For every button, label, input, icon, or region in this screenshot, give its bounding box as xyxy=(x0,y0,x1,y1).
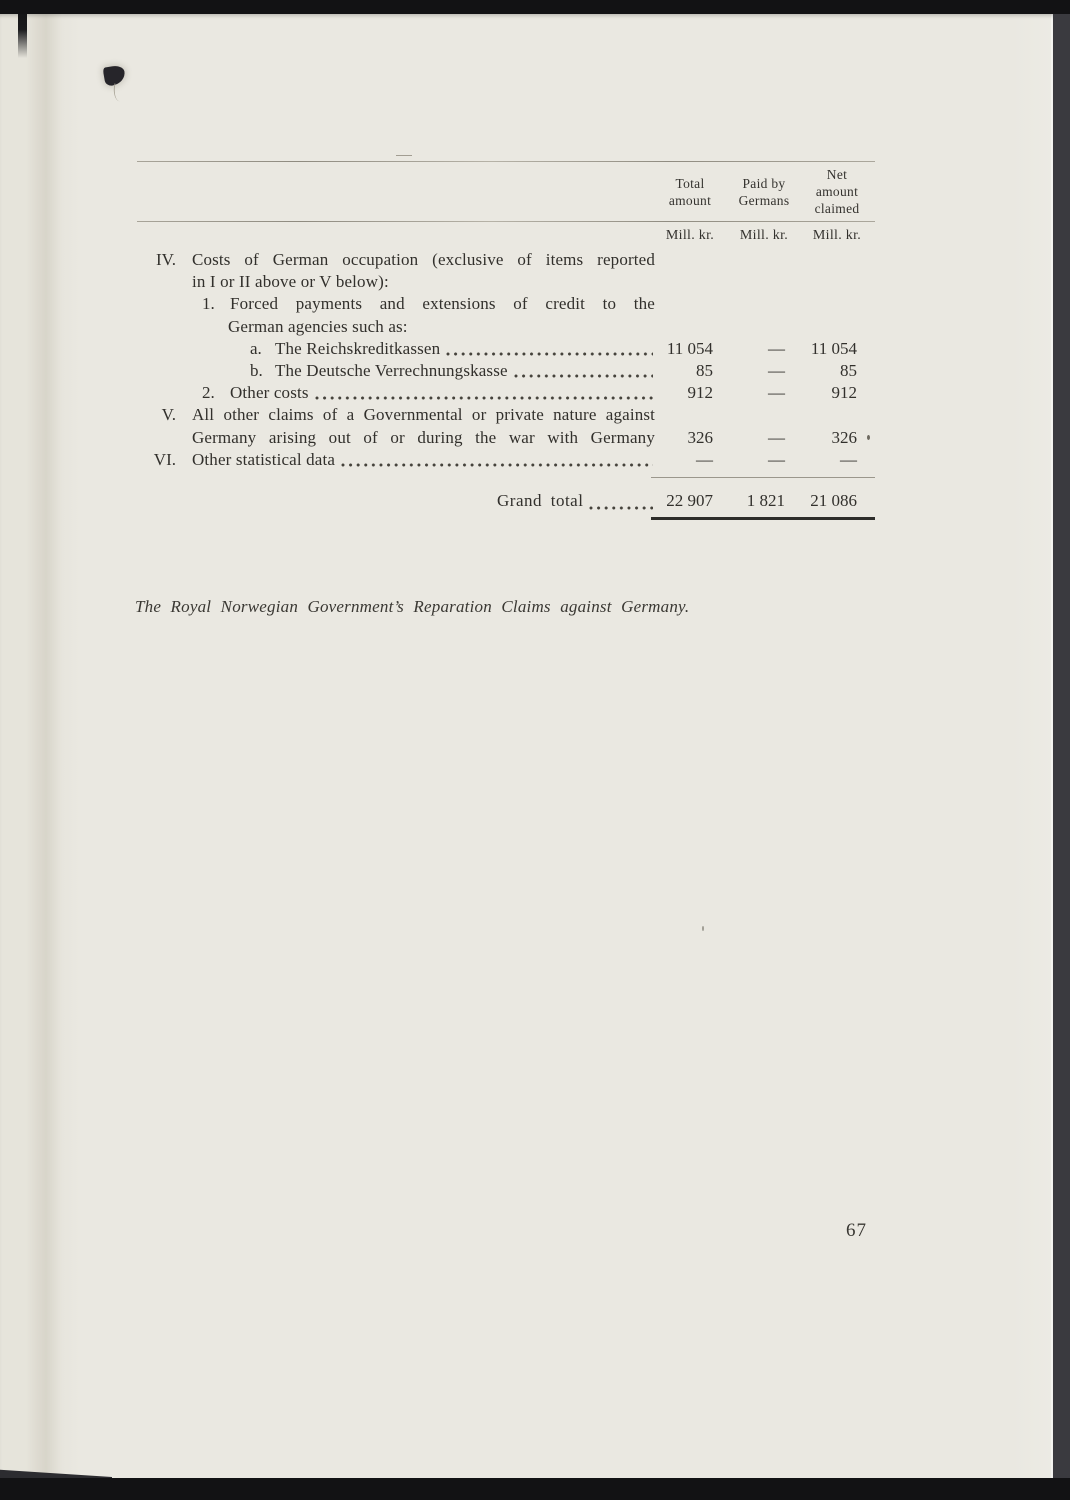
table-body xyxy=(137,249,875,471)
value-cell: — xyxy=(840,449,857,469)
row-numeral: 2. xyxy=(202,383,215,403)
table-header-row xyxy=(137,162,875,221)
row-numeral: 1. xyxy=(202,294,215,314)
row-text: Forced payments and extensions of credit to the xyxy=(230,294,655,314)
unit-label: Mill. kr. xyxy=(812,227,862,243)
row-text: Germany arising out of or during the war with Germany xyxy=(192,427,655,447)
table-row xyxy=(137,338,875,360)
row-text: German agencies such as: xyxy=(228,316,408,336)
row-numeral: V. xyxy=(161,405,176,425)
dot-leader xyxy=(446,351,653,357)
grand-total-bottom-rule xyxy=(651,517,875,520)
row-numeral: IV. xyxy=(156,250,176,269)
table-row xyxy=(137,316,875,338)
dot-leader xyxy=(341,462,653,468)
value-cell: 912 xyxy=(687,383,713,403)
table-row xyxy=(137,249,875,271)
row-numeral: a. xyxy=(250,338,262,358)
header-line: amount xyxy=(815,184,859,199)
ink-blot-tail xyxy=(112,83,124,101)
table-caption: The Royal Norwegian Government’s Reparation Claims against Germany. xyxy=(135,597,690,616)
row-numeral: b. xyxy=(250,361,263,381)
row-text: Other costs xyxy=(230,383,309,403)
row-text: Costs of German occupation (exclusive of items reported xyxy=(192,250,655,269)
scanner-background-bottom xyxy=(0,1478,1070,1500)
table-row xyxy=(137,449,875,471)
grand-total-label: Grand total xyxy=(497,491,584,511)
value-cell: 11 054 xyxy=(810,338,857,358)
page-paper xyxy=(0,14,1053,1480)
column-header-total-amount xyxy=(659,175,721,209)
paper-speck xyxy=(702,926,704,931)
scanner-background-top xyxy=(0,0,1070,14)
dot-leader xyxy=(589,505,653,511)
header-line: claimed xyxy=(814,201,860,216)
grand-total-value: 22 907 xyxy=(666,491,713,511)
value-cell: 85 xyxy=(696,361,713,381)
row-text: The Reichskreditkassen xyxy=(275,338,441,358)
page-number: 67 xyxy=(846,1220,867,1241)
header-line: Net xyxy=(826,167,848,182)
value-cell: — xyxy=(768,361,785,381)
row-text: All other claims of a Governmental or private nature against xyxy=(192,405,655,425)
units-row xyxy=(137,222,875,249)
value-cell: — xyxy=(696,449,713,469)
row-numeral: VI. xyxy=(153,449,176,469)
row-text: Other statistical data xyxy=(192,449,336,469)
table-row xyxy=(137,360,875,382)
value-cell: — xyxy=(768,383,785,403)
header-line: Paid by xyxy=(742,175,786,191)
dot-leader xyxy=(514,373,653,379)
dot-leader xyxy=(315,395,653,401)
header-line: Total xyxy=(675,175,705,191)
header-line: Germans xyxy=(738,192,790,208)
value-cell: 85 xyxy=(840,361,857,381)
grand-total-value: 21 086 xyxy=(810,491,857,511)
table-row xyxy=(137,427,875,449)
value-cell: 912 xyxy=(831,383,857,403)
gutter-shadow xyxy=(18,14,27,58)
table-row xyxy=(137,293,875,315)
unit-label: Mill. kr. xyxy=(665,227,715,243)
row-text: in I or II above or V below): xyxy=(192,272,389,292)
column-header-paid-by-germans xyxy=(733,175,795,209)
claims-table xyxy=(137,161,875,520)
grand-total-value: 1 821 xyxy=(746,491,785,511)
value-cell: — xyxy=(768,338,785,358)
value-cell: — xyxy=(768,427,785,447)
table-row xyxy=(137,404,875,426)
unit-label: Mill. kr. xyxy=(739,227,789,243)
column-header-net-amount-claimed xyxy=(799,166,875,217)
header-line: amount xyxy=(668,192,712,208)
value-cell: 326 xyxy=(687,427,713,447)
stray-mark xyxy=(396,155,412,156)
table-row xyxy=(137,271,875,293)
grand-total-top-rule xyxy=(651,477,875,478)
grand-total-row xyxy=(137,488,875,514)
value-cell: 326 xyxy=(831,427,857,447)
value-cell: 11 054 xyxy=(666,338,713,358)
table-row xyxy=(137,382,875,404)
value-cell: — xyxy=(768,449,785,469)
row-text: The Deutsche Verrechnungskasse xyxy=(275,361,508,381)
